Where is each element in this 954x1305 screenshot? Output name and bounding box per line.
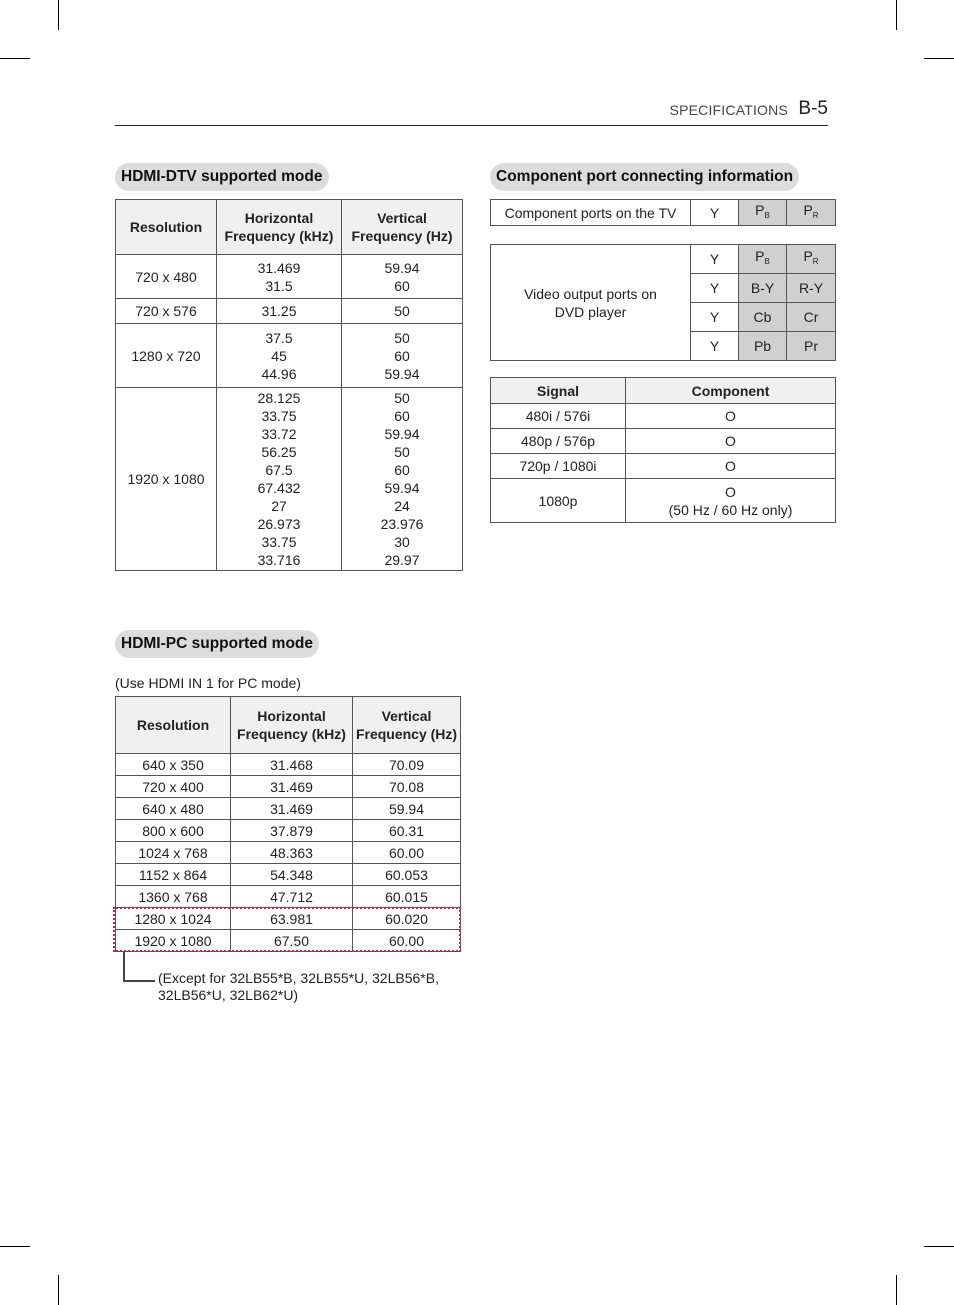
- signal-cell: 1080p: [491, 479, 626, 523]
- pc-cell-horizontal: 37.879: [231, 820, 353, 842]
- dtv-cell-horizontal: 31.25: [217, 299, 342, 324]
- dtv-cell-resolution: 1920 x 1080: [116, 388, 217, 571]
- component-cell: O: [626, 404, 836, 429]
- dtv-cell-vertical: 50: [342, 299, 463, 324]
- pc-cell-vertical: 59.94: [353, 798, 461, 820]
- crop-mark: [0, 58, 30, 59]
- dtv-header-vertical: Vertical Frequency (Hz): [342, 200, 463, 255]
- section-title: SPECIFICATIONS: [669, 102, 788, 118]
- pc-cell-horizontal: 47.712: [231, 886, 353, 908]
- dvd-port-pr: R-Y: [787, 274, 836, 303]
- pc-cell-vertical: 60.00: [353, 842, 461, 864]
- signal-cell: 480p / 576p: [491, 429, 626, 454]
- pc-cell-resolution: 720 x 400: [116, 776, 231, 798]
- pc-cell-vertical: 60.31: [353, 820, 461, 842]
- dvd-port-pb: $P_B$: [739, 245, 787, 274]
- tv-port-pb: $P_B$: [739, 200, 787, 226]
- pc-cell-resolution: 1024 x 768: [116, 842, 231, 864]
- dtv-header-resolution: Resolution: [116, 200, 217, 255]
- dtv-mode-table: [115, 199, 463, 571]
- crop-mark: [896, 1275, 897, 1305]
- pc-mode-note: (Use HDMI IN 1 for PC mode): [115, 675, 301, 691]
- pc-header-resolution: Resolution: [116, 697, 231, 754]
- dtv-section-title: HDMI-DTV supported mode: [115, 163, 329, 191]
- dvd-port-pb: B-Y: [739, 274, 787, 303]
- pc-cell-resolution: 1152 x 864: [116, 864, 231, 886]
- crop-mark: [58, 0, 59, 30]
- exception-bracket: [123, 952, 155, 982]
- dvd-port-y: Y: [691, 332, 739, 361]
- signal-header: Signal: [491, 378, 626, 404]
- dtv-cell-horizontal: 28.125 33.75 33.72 56.25 67.5 67.432 27 26.973 33.75 33.716: [217, 388, 342, 571]
- dvd-port-pr: Cr: [787, 303, 836, 332]
- dvd-port-pb: Pb: [739, 332, 787, 361]
- dvd-ports-label: Video output ports on DVD player: [491, 245, 691, 361]
- component-header: Component: [626, 378, 836, 404]
- crop-mark: [924, 58, 954, 59]
- tv-port-pr: $P_R$: [787, 200, 836, 226]
- pc-cell-vertical: 70.08: [353, 776, 461, 798]
- pc-cell-horizontal: 31.469: [231, 776, 353, 798]
- dtv-cell-resolution: 1280 x 720: [116, 324, 217, 388]
- crop-mark: [924, 1246, 954, 1247]
- pc-cell-horizontal: 54.348: [231, 864, 353, 886]
- dvd-port-pr: $P_R$: [787, 245, 836, 274]
- dvd-port-pb: Cb: [739, 303, 787, 332]
- dvd-port-pr: Pr: [787, 332, 836, 361]
- page-number: B-5: [798, 98, 828, 119]
- pc-cell-resolution: 1280 x 1024: [116, 908, 231, 930]
- crop-mark: [58, 1275, 59, 1305]
- tv-port-y: Y: [691, 200, 739, 226]
- tv-ports-table: [490, 199, 836, 226]
- dtv-header-horizontal: Horizontal Frequency (kHz): [217, 200, 342, 255]
- pc-cell-resolution: 1360 x 768: [116, 886, 231, 908]
- pc-cell-vertical: 60.020: [353, 908, 461, 930]
- signal-table: [490, 377, 836, 523]
- dtv-cell-vertical: 50 60 59.94: [342, 324, 463, 388]
- dvd-port-y: Y: [691, 274, 739, 303]
- dtv-cell-resolution: 720 x 576: [116, 299, 217, 324]
- component-cell: O (50 Hz / 60 Hz only): [626, 479, 836, 523]
- dtv-cell-vertical: 50 60 59.94 50 60 59.94 24 23.976 30 29.97: [342, 388, 463, 571]
- signal-cell: 480i / 576i: [491, 404, 626, 429]
- component-section-title: Component port connecting information: [490, 163, 799, 191]
- pc-cell-horizontal: 31.469: [231, 798, 353, 820]
- pc-cell-horizontal: 48.363: [231, 842, 353, 864]
- pc-header-horizontal: Horizontal Frequency (kHz): [231, 697, 353, 754]
- component-cell: O: [626, 454, 836, 479]
- pc-cell-horizontal: 63.981: [231, 908, 353, 930]
- dvd-ports-table: [490, 244, 836, 361]
- pc-cell-vertical: 60.015: [353, 886, 461, 908]
- tv-ports-label: Component ports on the TV: [491, 200, 691, 226]
- pc-cell-horizontal: 31.468: [231, 754, 353, 776]
- dtv-cell-horizontal: 31.469 31.5: [217, 255, 342, 299]
- pc-mode-table: [115, 696, 461, 952]
- dtv-cell-vertical: 59.94 60: [342, 255, 463, 299]
- signal-cell: 720p / 1080i: [491, 454, 626, 479]
- pc-cell-resolution: 640 x 350: [116, 754, 231, 776]
- dtv-cell-horizontal: 37.5 45 44.96: [217, 324, 342, 388]
- crop-mark: [896, 0, 897, 30]
- pc-cell-resolution: 640 x 480: [116, 798, 231, 820]
- pc-exception-note: (Except for 32LB55*B, 32LB55*U, 32LB56*B, 32LB56*U, 32LB62*U): [158, 970, 439, 1003]
- dvd-port-y: Y: [691, 303, 739, 332]
- pc-header-vertical: Vertical Frequency (Hz): [353, 697, 461, 754]
- dvd-port-y: Y: [691, 245, 739, 274]
- page-header: [115, 98, 828, 126]
- pc-section-title: HDMI-PC supported mode: [115, 630, 319, 658]
- pc-cell-vertical: 60.00: [353, 930, 461, 952]
- pc-cell-resolution: 800 x 600: [116, 820, 231, 842]
- pc-cell-vertical: 60.053: [353, 864, 461, 886]
- pc-cell-resolution: 1920 x 1080: [116, 930, 231, 952]
- dtv-cell-resolution: 720 x 480: [116, 255, 217, 299]
- crop-mark: [0, 1246, 30, 1247]
- pc-cell-vertical: 70.09: [353, 754, 461, 776]
- component-cell: O: [626, 429, 836, 454]
- pc-cell-horizontal: 67.50: [231, 930, 353, 952]
